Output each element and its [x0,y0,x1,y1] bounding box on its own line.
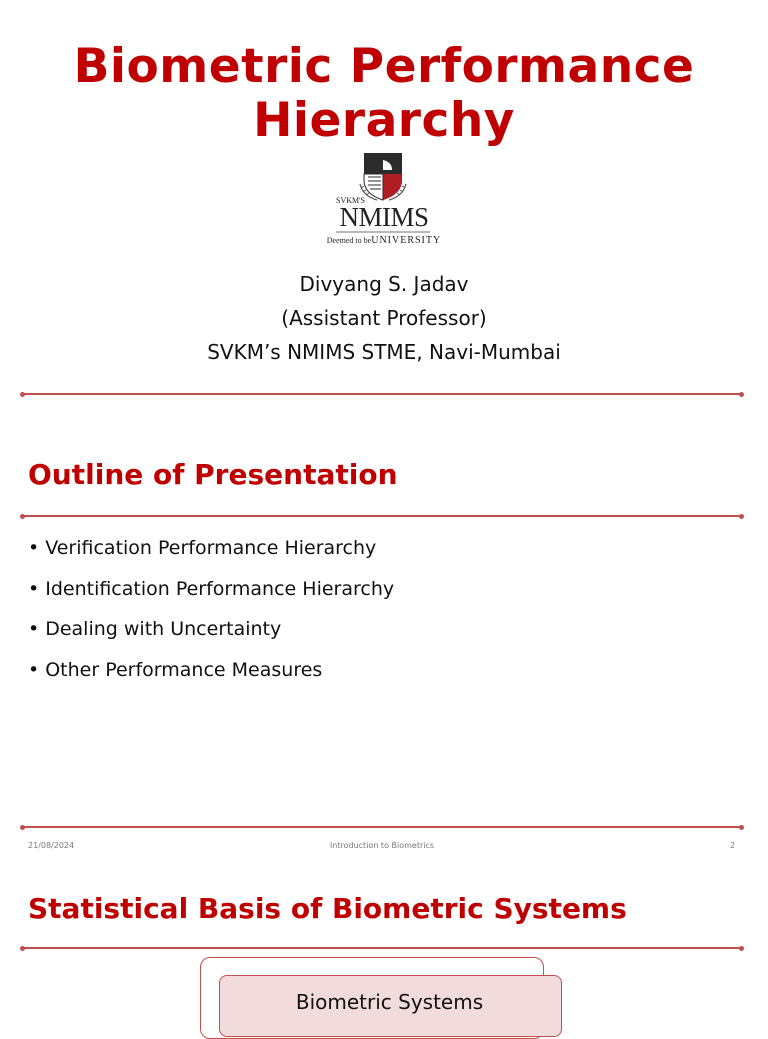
list-item-text: Verification Performance Hierarchy [45,537,377,559]
bullet-icon: • [28,618,40,640]
bullet-icon: • [28,537,40,559]
list-item-text: Other Performance Measures [45,658,323,681]
footer-page-number: 2 [730,841,736,850]
bullet-icon: • [28,577,40,600]
biometric-systems-label: Biometric Systems [295,990,484,1014]
logo-svkm-text: SVKM'S [336,196,366,205]
footer-divider [20,826,744,828]
list-item-text: Dealing with Uncertainty [45,618,282,640]
list-item [28,613,394,654]
list-item [28,573,394,614]
logo-tagline [0,235,768,246]
title-divider [20,947,744,949]
list-item-text: Identification Performance Hierarchy [45,577,395,600]
logo-tagline-big: UNIVERSITY [371,235,442,246]
statistical-basis-title: Statistical Basis of Biometric Systems [28,892,627,925]
author-affiliation: SVKM’s NMIMS STME, Navi-Mumbai [207,340,561,364]
author-role: (Assistant Professor) [281,306,487,330]
slide-divider [20,393,744,395]
list-item [28,654,394,695]
logo-nmims-wordmark: NMIMS [339,202,429,232]
logo-tagline-small: Deemed to be [326,236,372,245]
bullet-icon: • [28,658,40,681]
title-divider [20,515,744,517]
outline-list [28,532,394,694]
footer-date: 21/08/2024 [28,841,75,850]
presentation-title: Biometric Performance Hierarchy [73,39,695,148]
list-item [28,532,394,573]
outline-title: Outline of Presentation [28,458,398,491]
footer-course: Introduction to Biometrics [329,841,435,850]
author-name: Divyang S. Jadav [299,272,469,296]
